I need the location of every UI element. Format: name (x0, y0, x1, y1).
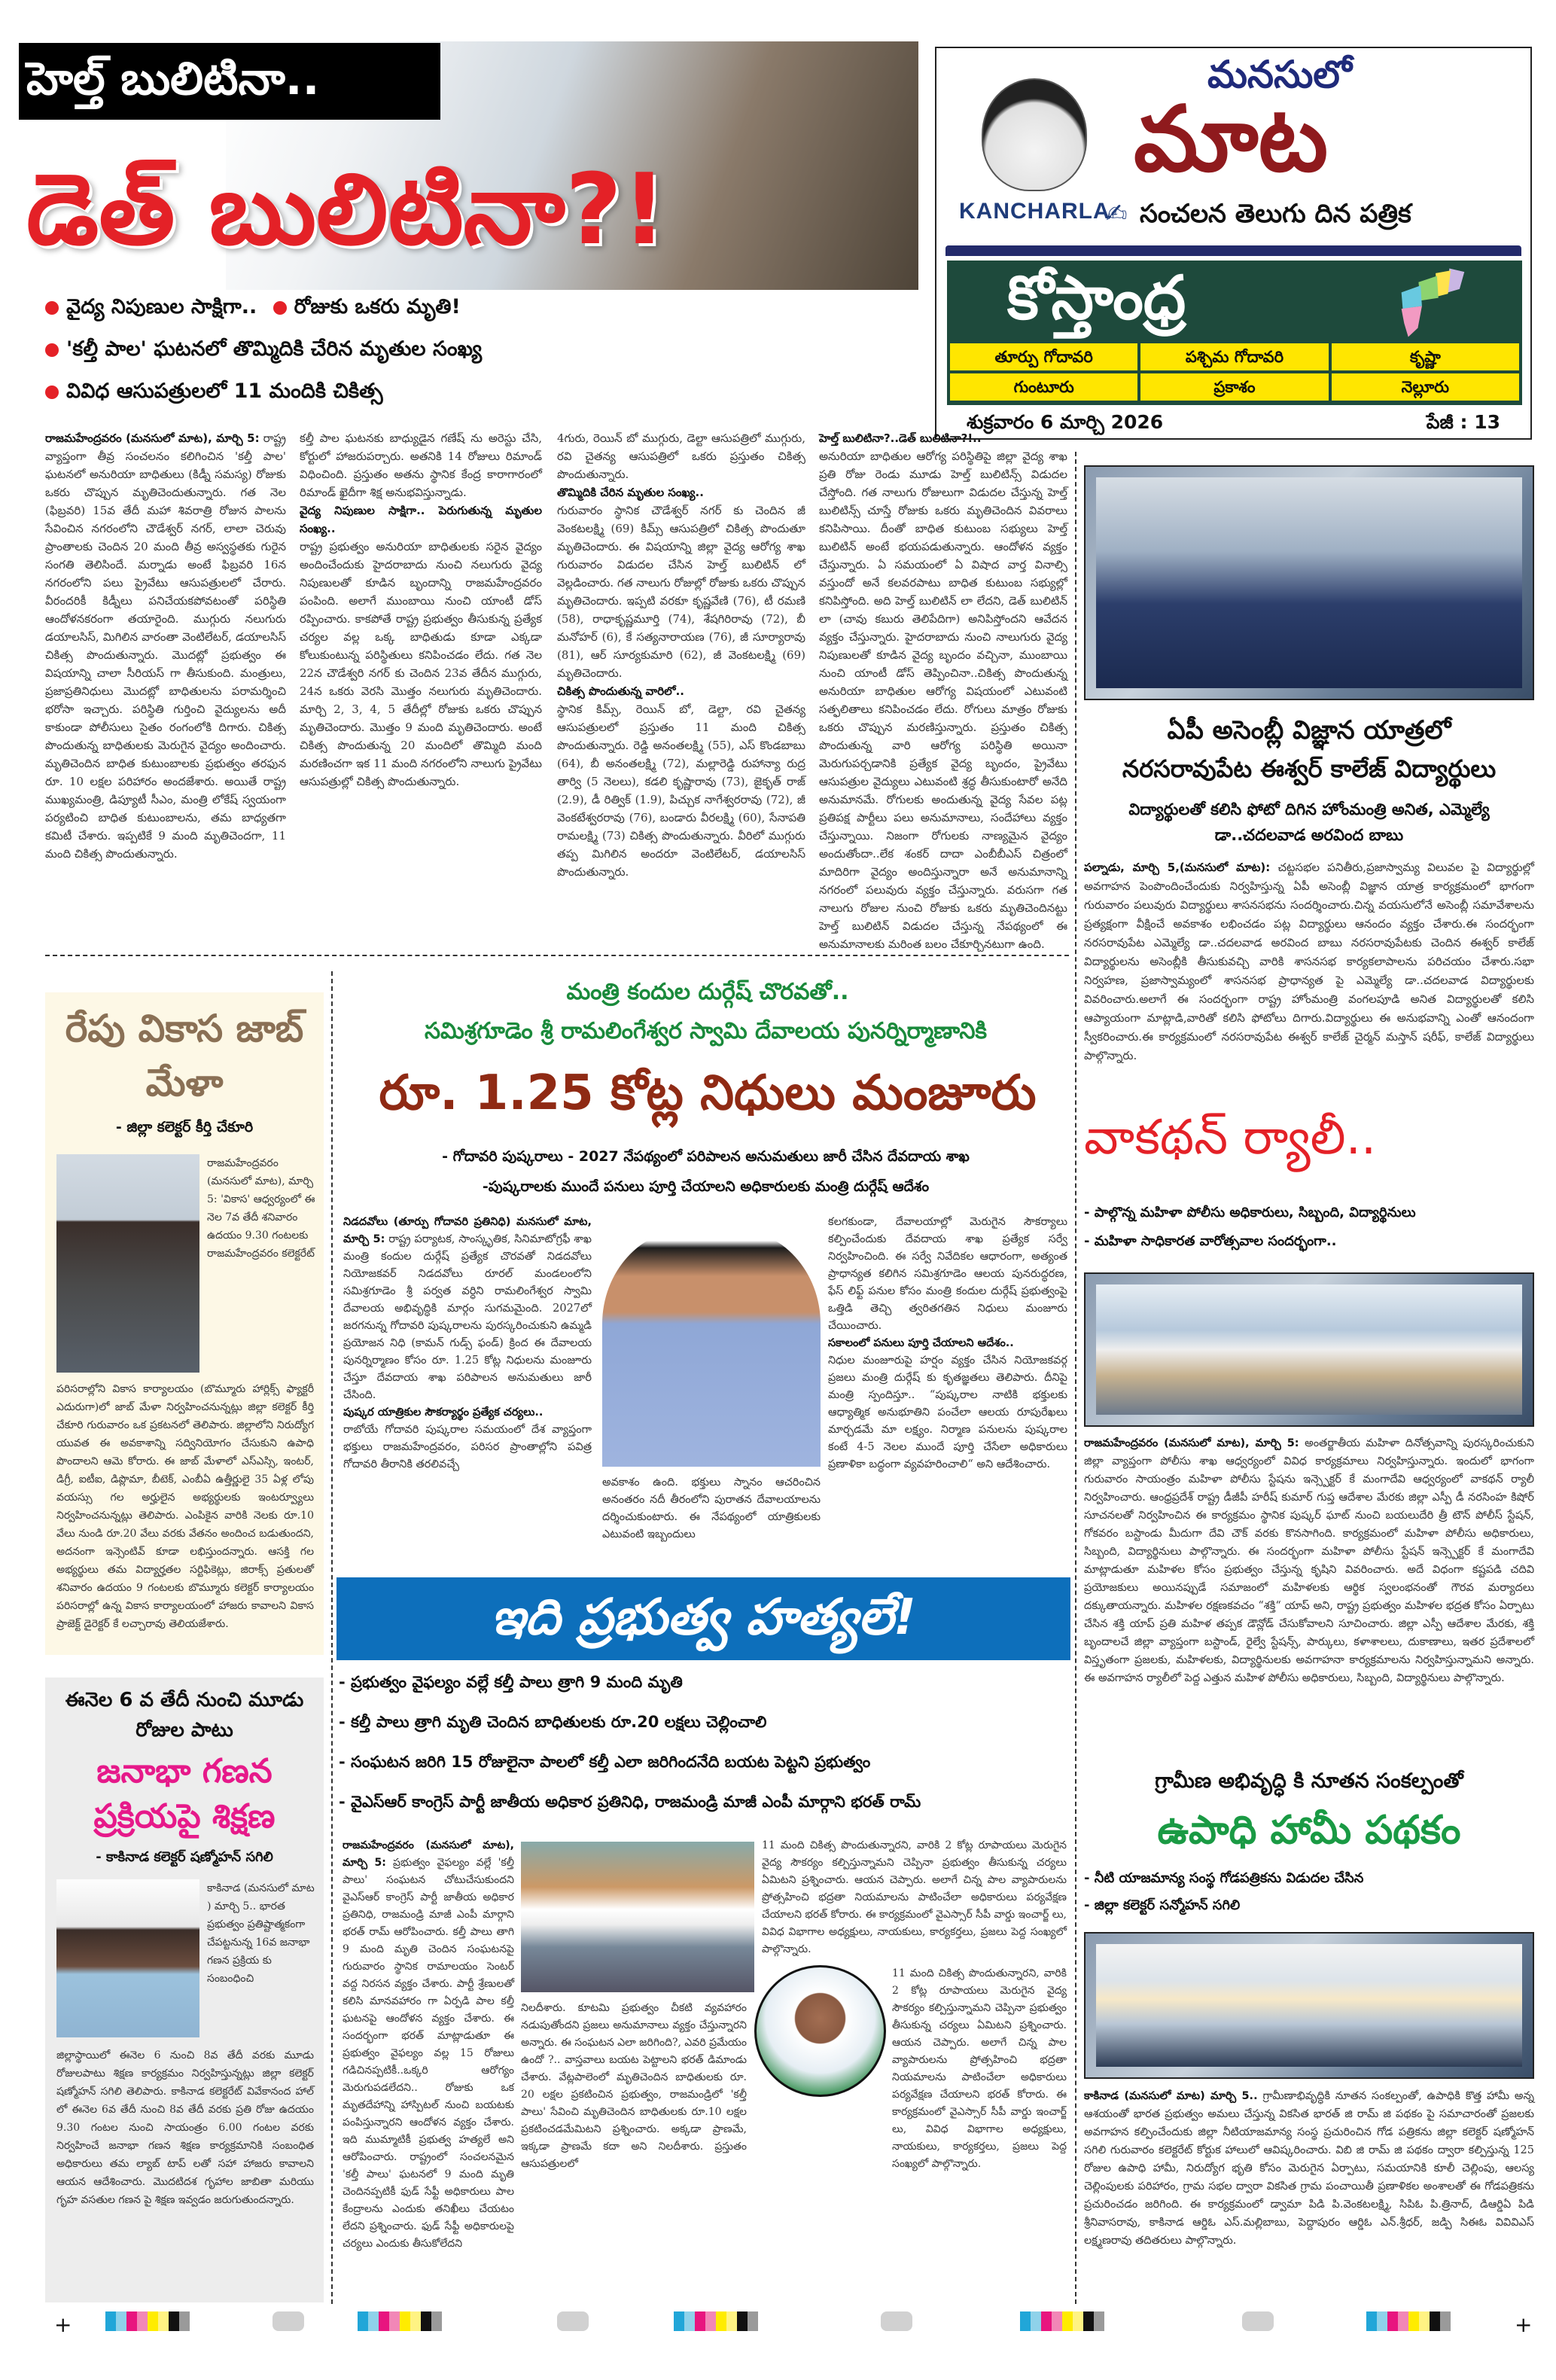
color-swatch-group (1020, 2311, 1104, 2331)
lead-column-4 (819, 429, 1068, 951)
upadhi-body (1084, 2087, 1534, 2302)
article-text: కాకినాడ (మనసులో మాట ) మార్చి 5.. భారత ప్రభుత్వం ప్రతిష్టాత్మకంగా చేపట్టనున్న 16వ జనాభా గణన ప్రక్రియ కు సంబంధించి (207, 1882, 315, 1985)
district-label: నెల్లూరు (1332, 373, 1519, 401)
color-swatch (674, 2311, 684, 2331)
pen-icon: ✍ (1106, 199, 1128, 229)
protest-photo (521, 1842, 754, 1992)
govt-column-1 (343, 1837, 514, 2289)
job-mela-title: రేపు వికాస జాబ్ మేళా (65, 1007, 304, 1105)
lead-bullet (45, 337, 482, 366)
article-text: 'వికాస' ఆధ్వర్యంలో ఈ నెల 7వ తేదీ శనివారం ఉదయం 9.30 గంటలకు రాజమహేంద్రవరం కలెక్టరేట్ (207, 1193, 315, 1260)
color-swatch (705, 2311, 716, 2331)
job-side-text (207, 1154, 316, 1373)
mascot-label: KANCHARLA (959, 199, 1110, 224)
lead-bullet (45, 295, 461, 324)
color-swatch (1430, 2311, 1440, 2331)
govt-column-3 (892, 1965, 1067, 2289)
color-swatch-group (1366, 2311, 1451, 2331)
assembly-subhead: విద్యార్థులతో కలిసి ఫోటో దిగిన హోంమంత్రి అనిత, ఎమ్మెల్యే డా..చదలవాడ అరవింద బాబు (1128, 800, 1490, 844)
bullet-icon (273, 301, 287, 315)
article-text: ప్రభుత్వం వైఫల్యం వల్లే 'కల్తీ పాలు' సంఘటన చోటుచేసుకుందని వైఎస్ఆర్ కాంగ్రెస్ పార్టీ జాతీయ అధికార ప్రతినిధి, రాజమండ్రి మాజీ ఎంపీ మార్గాని భరత్ రామ్ ఆరోపించారు. కల్తీ పాలు తాగి 9 మంది మృతి చెందిన సంఘటనపై గురువారం స్థానిక రామాలయం సెంటర్ వద్ద నిరసన వ్యక్తం చేశారు. పార్టీ శ్రేణులతో కలిసి మానవహారం గా ఏర్పడి పాల కల్తీ ఘటనపై ఆందోళన వ్యక్తం చేశారు. ఈ సందర్భంగా భరత్ మాట్లాడుతూ ఈ ప్రభుత్వం వైఫల్యం వల్ల 15 రోజులు గడిచినప్పటికీ..ఒక్కరి ఆరోగ్యం మెరుగుపడలేదని.. రోజుకు ఒక మృతదేహాన్ని హాస్పిటల్ నుంచి బయటకు పంపిస్తున్నారని ఆందోళన వ్యక్తం చేశారు. ఇది ముమ్మాటికీ ప్రభుత్వ హత్యలే అని ఆరోపించారు. రాష్ట్రంలో సంచలనమైన 'కల్తీ పాలు' ఘటనలో 9 మంది మృతి చెందినప్పటికీ ఫుడ్ సేఫ్టీ అధికారులు పాల కేంద్రాలను ఎందుకు తనిఖీలు చేయటం లేదని ప్రశ్నించారు. ఫుడ్ సేఫ్టీ అధికారులపై చర్యలు ఎందుకు తీసుకోలేదని (343, 1857, 515, 2250)
upadhi-kicker: గ్రామీణ అభివృద్ధి కి నూతన సంకల్పంతో (1155, 1769, 1463, 1793)
tagline: సంచలన తెలుగు దిన పత్రిక (1140, 199, 1411, 229)
district-label: ప్రకాశం (1140, 373, 1328, 401)
brand-small: మనసులో (1207, 53, 1352, 96)
color-swatch (1094, 2311, 1104, 2331)
color-swatch-group (674, 2311, 758, 2331)
job-mela-box (45, 992, 324, 1655)
article-text: బాధిత కుటుంబ సభ్యులు హెల్త్ బులిటిన్ అంటే భయపడుతున్నారు. ఆందోళన వ్యక్తం చేస్తున్నారు. ఏ సమయంలో ఏ విషాద వార్త వినాల్సి వస్తుందో అనే కలవరపాటు బాధిత కుటుంబ సభ్యుల్లో కనిపిస్తోంది. అది హెల్త్ బులిటిన్ లా లేదని, డెత్ బులిటిన్ లా (చావు కబురు తెలిపేదిగా) అనిపిస్తోందని ఆవేదన వ్యక్తం చేస్తున్నారు. హైదరాబాదు నుంచి నాలుగురు వైద్య నిపుణులతో కూడిన వైద్య బృందం వచ్చినా, ముంబాయి నుంచి యాంటీ డోస్ తెప్పించినా..చికిత్స పొందుతున్న అనురియా బాధితుల ఆరోగ్య విషయంలో ఎటువంటి సత్ఫలితాలు కనిపించడం లేదు. రోగులు మాత్రం రోజుకు ఒకరు చొప్పున మరణిస్తున్నారు. ప్రస్తుతం చికిత్స పొందుతున్న వారి ఆరోగ్య పరిస్థితి అయినా మెరుగుపర్చడానికి ప్రత్యేక వైద్య బృందం, ప్రైవేటు ఆసుపత్రుల వైద్యులు ఎటువంటి శ్రద్ధ తీసుకుంటారో అనేది అనుమానమే. రోగులకు అందుతున్న వైద్య సేవల పట్ల ప్రతిపక్ష పార్టీలు పలు అనుమానాలు, సందేహాలు వ్యక్తం చేస్తున్నాయి. నిజంగా రోగులకు నాణ్యమైన వైద్యం అందుతోందా..లేక శంకర్ దాదా ఎంబీబీఎస్ చిత్రంలో మాదిరిగా వైద్యం అందిస్తున్నారా అనే అనుమానాన్ని నగరంలో పలువురు వ్యక్తం చేస్తున్నారు. వరుసగా గత నాలుగు రోజుల నుంచి రోజుకు ఒకరు మృతిచెందినట్టు హెల్త్ బులిటిన్ విడుదల చేస్తున్న నేపథ్యంలో ఈ అనుమానాలకు మరింత బలం చేకూర్చినటుగా ఉంది. (819, 522, 1068, 951)
bullet-text: వివిధ ఆసుపత్రులలో 11 మందికి చికిత్స (66, 379, 383, 403)
govt-bullet: - కల్తీ పాలు త్రాగి మృతి చెందిన బాధితులకు రూ.20 లక్షలు చెల్లించాలి (339, 1713, 767, 1731)
color-swatch-group (105, 2311, 190, 2331)
minister-photo (602, 1229, 821, 1467)
map-region (1402, 285, 1422, 309)
govt-bullet: - సంఘటన జరిగి 15 రోజులైనా పాలలో కల్తీ ఎలా జరిగిందనేది బయట పెట్టని ప్రభుత్వం (339, 1753, 871, 1771)
dateline: నిడదవోలు (తూర్పు గోదావరి ప్రతినిధి) మనసులో మాట, మార్చి 5: (343, 1216, 592, 1245)
color-swatch (358, 2311, 368, 2331)
article-text: స్థానిక కిమ్స్, రెయిన్ బో, డెల్టా, రవి చైతన్య ఆసుపత్రులలో ప్రస్తుతం 11 మంది చికిత్స పొందుతున్నారు. రెడ్డి అనంతలక్ష్మి (55), ఎస్ కొండబాబు (64), బీ అనంతలక్ష్మి (72), మల్లారెడ్డి రుహాన్యా రుద్ర తార్వి (5 నెలలు), కడలి కృష్ణారావు (73), జైకృత్ రాజ్ (2.9), డీ రిత్విక్ (1.9), పిచ్చుక నాగేశ్వరరావు (72), జీ వెంకటేశ్వరరావు (76), బండారు వీరలక్ష్మి (60), సేనాపతి రామలక్ష్మి (73) చికిత్స పొందుతున్నారు. వీరిలో ముగ్గురు తప్ప మిగిలిన అందరూ వెంటిలేటర్, డయాలసిస్ పొందుతున్నారు. (557, 702, 805, 879)
color-swatch (158, 2311, 169, 2331)
govt-headline: ఇది ప్రభుత్వ హత్యలే! (491, 1588, 916, 1646)
lead-headline: డెత్ బులిటినా?! (26, 152, 667, 267)
color-swatch (410, 2311, 421, 2331)
page-number: పేజీ : 13 (1426, 411, 1500, 433)
article-text: అంతర్జాతీయ మహిళా దినోత్సవాన్ని పురస్కరించుకుని జిల్లా వ్యాప్తంగా పోలీసు శాఖ ఆధ్వర్యంలో వివిధ కార్యక్రమాలు నిర్వహిస్తున్నారు. ఇందులో భాగంగా గురువారం సాయంత్రం మహిళా పోలీసు స్టేషను ఇన్స్పెక్టర్ కే మంగాదేవి ఆధ్వర్యంలో వాకథన్ ర్యాలీ నిర్వహించారు. ఆంధ్రప్రదేశ్ రాష్ట్ర డీజీపీ హరీష్ కుమార్ గుప్త ఆదేశాల మేరకు జిల్లా ఎస్పీ డీ నరసింహ కిషోర్ సూచనలతో నిర్వహించిన ఈ కార్యక్రమం స్థానిక పుష్కర్ ఘాట్ నుంచి బయలుదేరి త్రీ టౌన్ పోలీస్ స్టేషన్, గోకవరం బస్టాండు మీదుగా దేవి చౌక్ వరకు కొనసాగింది. కార్యక్రమంలో మహిళా పోలీసు అధికారులు, సిబ్బంది, విద్యార్థినులు పాల్గొన్నారు. ఈ సందర్భంగా మహిళా పోలీసు స్టేషన్ ఇన్స్పెక్టర్ కే మంగాదేవి మాట్లాడుతూ మహిళల కోసం ప్రభుత్వం చేస్తున్న కృషిని వివరించారు. అదే విధంగా కష్టపడి చదివి ప్రయోజకులు అయినప్పుడే సమాజంలో మహిళలకు ఆర్థిక స్వలంభనంతో గౌరవ మర్యాదలు దక్కుతాయన్నారు. మహిళల రక్షణకవచం “శక్తి“ యాప్ అని, రాష్ట్ర ప్రభుత్వం మహిళల భద్రత కోసం ఏర్పాటు చేసిన శక్తి యాప్ ప్రతి మహిళ తప్పక డౌన్లోడ్ చేసుకోవాలని సూచించారు. జిల్లా ఎస్పీ ఆదేశాల మేరకు, శక్తి బృందాలచే జిల్లా వ్యాప్తంగా బస్టాండ్, రైల్వే స్టేషన్స్, పార్కులు, కళాశాలలు, దుకాణాలు, ఇతర ప్రదేశాలలో విస్తృతంగా ప్రజలకు, మహిళలకు, విద్యార్థినులకు అవగాహనా కార్యక్రమాలను నిర్వహిస్తున్నామని అన్నారు. ఈ అవగాహన ర్యాలీలో పెద్ద ఎత్తున మహిళ పోలీసు అధికారులు, సిబ్బంది, విద్యార్థినులు పాల్గొన్నారు. (1084, 1437, 1534, 1684)
govt-column-2 (521, 2000, 747, 2289)
upadhi-headline: ఉపాధి హామీ పథకం (1157, 1808, 1461, 1853)
collector-photo (56, 1154, 199, 1373)
color-swatch (1387, 2311, 1398, 2331)
color-swatch (169, 2311, 179, 2331)
color-swatch (1377, 2311, 1387, 2331)
lead-column-3 (557, 429, 805, 941)
govt-banner (336, 1577, 1070, 1660)
govt-column-3-top (762, 1837, 1067, 1961)
color-swatch (148, 2311, 158, 2331)
subheading: హెల్త్ బులిటినా?..డెత్ బులిటినా?!.. (819, 431, 982, 445)
byline: - కాకినాడ కలెక్టర్ షణ్మోహన్ సగిలి (96, 1849, 273, 1865)
grey-patch (1242, 2311, 1274, 2331)
divider (1075, 452, 1076, 2304)
bullet-icon (45, 385, 59, 399)
grey-patch (881, 2311, 912, 2331)
article-text: రాష్ట్ర వ్యాప్తంగా తీవ్ర సంచలనం కలిగించిన 'కల్తీ పాల' ఘటనలో అనురియా బాధితులు (కిడ్నీ సమస్య) రోజుకు ఒకరు చొప్పున మృతిచెందుతున్నారు. గత నెల (ఫిబ్రవరి) 15వ తేదీ మహా శివరాత్రి రోజున పాలను సేవించిన నగరంలోని చౌడేశ్వర్ నగర్, లాలా చెరువు ప్రాంతాలకు చెందిన 20 మంది తీవ్ర అస్వస్థతకు గురైన సంగతి తెలిసిందే. మర్నాడు అంటే ఫిబ్రవరి 16న నగరంలోని పలు ప్రైవేటు ఆసుపత్రులలో చేరారు. వీరందరికీ కిడ్నీలు పనిచేయకపోవటంతో పరిస్థితి ఆందోళనకరంగా తయారైంది. ముగ్గురు నలుగురు డయాలసిస్, మిగిలిన వారంతా వెంటిలేటర్, డయాలసిస్ చికిత్స పొందుతున్నారు. మొదట్లో ప్రభుత్వం ఈ విషయాన్ని చాలా సీరియస్ గా తీసుకుంది. మంత్రులు, ప్రజాప్రతినిధులు మొదట్లో బాధితులను పరామర్శించి భరోసా ఇచ్చారు. పరిస్థితి గుర్తించి వైద్యులను అదీ కాకుండా పోలీసులు సైతం రంగంలోకి దిగారు. చికిత్స పొందుతున్న బాధితులకు మెరుగైన వైద్యం అందించారు. మృతిచెందిన బాధిత కుటుంబాలకు ప్రభుత్వం తరఫున రూ. 10 లక్షల పరిహారం అందజేశారు. అయితే రాష్ట్ర ముఖ్యమంత్రి, డిప్యూటీ సీఎం, మంత్రి లోకేష్ స్వయంగా పర్యటించి బాధిత కుటుంబాలను, తమ బాధ్యతగా కమిటీ చేశారు. ఇప్పటికే 9 మంది మృతిచెందగా, 11 మంది చికిత్స పొందుతున్నారు. (45, 431, 286, 861)
lead-column-2 (300, 429, 542, 941)
dateline: రాజమహేంద్రవరం (మనసులో మాట), మార్చి 5: (343, 1839, 514, 1869)
color-swatch (137, 2311, 148, 2331)
color-swatch (400, 2311, 410, 2331)
temple-column-3 (828, 1214, 1067, 1568)
color-swatch (1052, 2311, 1062, 2331)
color-swatch (737, 2311, 748, 2331)
color-swatch (116, 2311, 126, 2331)
article-text: రాష్ట్ర పర్యాటక, సాంస్కృతిక, సినిమాటోగ్రఫీ శాఖ మంత్రి కందుల దుర్గేష్ ప్రత్యేక చొరవతో నిడదవోలు నియోజకవర్ నిడదవోలు రూరల్ మండలంలోని సమిశ్రగూడెం శ్రీ పర్వత వర్ధిని రామలింగేశ్వర స్వామి దేవాలయ అభివృద్ధికి మార్గం సుగమమైంది. 2027లో జరగనున్న గోదావరి పుష్కరాలను పురస్కరించుకుని ఉమ్మడి ప్రయోజన నిధి (కామన్ గుడ్స్ ఫండ్) క్రింద ఈ దేవాలయ పునర్నిర్మాణం కోసం రూ. 1.25 కోట్ల నిధులను మంజూరు చేస్తూ దేవదాయ శాఖ పరిపాలన అనుమతులు జారీ చేసింది. (343, 1233, 592, 1401)
registration-mark-icon: + (1515, 2312, 1533, 2337)
color-swatch (1062, 2311, 1073, 2331)
brand-logo: మాట (1134, 87, 1329, 192)
map-region (1402, 306, 1422, 337)
bullet-icon (45, 301, 59, 315)
census-side-text (207, 1879, 316, 2037)
article-text: 11 మంది చికిత్స పొందుతున్నారని, వారికి 2 కోట్ల రూపాయలు మెరుగైన వైద్య సౌకర్యం కల్పిస్తున్నామని చెప్పినా ప్రభుత్వం తీసుకున్న చర్యలు ఏమిటని ప్రశ్నించారు. ఆయన చెప్పారు. అలాగే చిన్న పాల వ్యాపారులను ప్రోత్సహించి భద్రతా నియమాలను పాటించేలా అధికారులు పర్యవేక్షణ చేయాలని భరత్ కోరారు. ఈ కార్యక్రమంలో వైఎస్సార్ సీపీ వార్డు ఇంచార్జ్ లు, వివిధ విభాగాల అధ్యక్షులు, నాయకులు, కార్యకర్తలు, ప్రజలు పెద్ద సంఖ్యలో పాల్గొన్నారు. (892, 1967, 1067, 2170)
article-text: 11 మంది చికిత్స పొందుతున్నారని, వారికి 2 కోట్ల రూపాయలు మెరుగైన వైద్య సౌకర్యం కల్పిస్తున్నామని చెప్పినా ప్రభుత్వం తీసుకున్న చర్యలు ఏమిటని ప్రశ్నించారు. ఆయన చెప్పారు. అలాగే చిన్న పాల వ్యాపారులను ప్రోత్సహించి భద్రతా నియమాలను పాటించేలా అధికారులు పర్యవేక్షణ చేయాలని భరత్ కోరారు. ఈ కార్యక్రమంలో వైఎస్సార్ సీపీ వార్డు ఇంచార్జ్ లు, వివిధ విభాగాల అధ్యక్షులు, నాయకులు, కార్యకర్తలు, ప్రజలు పెద్ద సంఖ్యలో పాల్గొన్నారు. (762, 1839, 1067, 1955)
color-swatch (431, 2311, 442, 2331)
assembly-body (1084, 858, 1534, 1099)
upadhi-subhead: - నీటి యాజమాన్య సంస్థ గోడపత్రికను విడుదల చేసిన (1084, 1870, 1364, 1886)
poster-launch-photo (1084, 1932, 1534, 2079)
divider (945, 245, 1521, 256)
census-body (56, 2046, 314, 2209)
color-swatch (1020, 2311, 1031, 2331)
color-swatch (1073, 2311, 1083, 2331)
masthead (935, 47, 1532, 440)
dateline: రాజమహేంద్రవరం (మనసులో మాట), మార్చి 5: (1084, 1437, 1299, 1449)
article-text: 4గురు, రెయిన్ బో ముగ్గురు, డెల్టా ఆసుపత్రిలో ముగ్గురు, రవి చైతన్య ఆసుపత్రిలో ఒకరు ప్రస్తుతం చికిత్స పొందుతున్నారు. (557, 431, 805, 481)
color-swatch (748, 2311, 758, 2331)
color-swatch (1083, 2311, 1094, 2331)
color-swatch (389, 2311, 400, 2331)
article-text: గ్రామీణాభివృద్ధికి నూతన సంకల్పంతో, ఉపాధికి కొత్త హామీ అన్న ఆశయంతో భారత ప్రభుత్వం అమలు చేస్తున్న వికసిత భారత్ జి రామ్ జి పథకం పై సమాచారంతో ప్రజలకు అవగాహన కల్పించేందుకు జిల్లా నీటియాజమాన్య సంస్థ ప్రచురించిన గోడ పత్రికను జిల్లా కలెక్టర్ షణ్మోహన్ సగిలి గురువారం కలెక్టరేట్ కోర్టుక హాలులో ఆవిష్కరించారు. విబి జి రామ్ జి పథకం ద్వారా కల్పిస్తున్న 125 రోజుల ఉపాధి హామీ, నిరుద్యోగ భృతి కోసం మెరుగైన ఏర్పాటు, సమయానికి కూలీ చెల్లింపు, ఆలస్య చెల్లింపులకు పరిహారం, గ్రామ సభల ద్వారా వికసిత గ్రామ పంచాయితీ ప్రణాళికల అంశాలతో ఈ గోడపత్రికను ప్రచురించడం జరిగింది. ఈ కార్యక్రమంలో డ్వామా పిడి పి.వెంకటలక్ష్మి, సిపిఓ పి.త్రినాద్, డిఆర్డిఏ పిడి శ్రీనివాసరావు, కాకినాడ ఆర్డిఓ ఎస్.మల్లిబాబు, పెద్దాపురం ఆర్డిఓ ఎన్.శ్రీధర్, జడ్పి సిఈఓ వివివిఎస్ లక్ష్మణరావు తదితరులు పాల్గొన్నారు. (1084, 2090, 1534, 2247)
color-swatch (695, 2311, 705, 2331)
temple-headline: రూ. 1.25 కోట్ల నిధులు మంజూరు (379, 1065, 1037, 1121)
color-swatch (684, 2311, 695, 2331)
divider (331, 971, 333, 2304)
article-text: చట్టసభల పనితీరు,ప్రజాస్వామ్య విలువల పై విద్యార్థుల్లో అవగాహన పెంపొందించేందుకు నిర్వహిస్తున్న ఏపీ అసెంబ్లీ విజ్ఞాన యాత్ర కార్యక్రమంలో భాగంగా గురువారం పలువురు విద్యార్థులు శాసనసభను సందర్శించారు.చిన్న వయసులోనే అసెంబ్లీ సమావేశాలను ప్రత్యక్షంగా వీక్షించే అవకాశం లభించడం పట్ల విద్యార్థులు ఆనందం వ్యక్తం చేశారు.ఈ సందర్భంగా నరసరావుపేట ఎమ్మెల్యే డా..చదలవాడ అరవింద బాబు నరసరావుపేటకు చెందిన ఈశ్వర్ కాలేజ్ విద్యార్థులను అసెంబ్లీకి తీసుకువచ్చి వారికి శాసనసభ కార్యకలాపాలను పరిచయం చేశారు.సభా నిర్వహణ, ప్రజాస్వామ్యంలో శాసనసభ ప్రాధాన్యత పై ఎమ్మెల్యే డా..చదలవాడ విద్యార్థులకు వివరించారు.అలాగే ఈ సందర్భంగా రాష్ట్ర హోంమంత్రి వంగలపూడి అనిత విద్యార్థులతో కలిసి ఆప్యాయంగా మాట్లాడి,వారితో కలిసి ఫోటోలు దిగారు.విద్యార్థులు ఈ అనుభవాన్ని ఎంతో ఆనందంగా స్వీకరించారు.ఈ కార్యక్రమంలో నరసరావుపేట ఈశ్వర్ కాలేజ్ చైర్మన్ మస్తాన్ షరీఫ్, కాలేజ్ విద్యార్థులు పాల్గొన్నారు. (1084, 861, 1534, 1062)
color-swatch (1440, 2311, 1451, 2331)
temple-subhead: - గోదావరి పుష్కరాలు - 2027 నేపథ్యంలో పరిపాలన అనుమతులు జారీ చేసిన దేవదాయ శాఖ (442, 1148, 970, 1165)
district-grid (950, 343, 1519, 401)
color-swatch (1419, 2311, 1430, 2331)
temple-kicker-2: సమిశ్రగూడెం శ్రీ రామలింగేశ్వర స్వామి దేవాలయ పునర్నిర్మాణానికి (424, 1018, 988, 1044)
dateline: రాజమహేంద్రవరం (మనసులో మాట), మార్చి 5: (45, 431, 260, 445)
students-photo (1084, 465, 1534, 700)
subheading: తొమ్మిదికి చేరిన మృతుల సంఖ్య.. (557, 486, 704, 499)
lead-column-1 (45, 429, 286, 941)
subheading: పుష్కర యాత్రికుల సౌకర్యార్థం ప్రత్యేక చర్యలు.. (343, 1406, 544, 1419)
color-swatch (105, 2311, 116, 2331)
subheading: సకాలంలో పనులు పూర్తి చేయాలని ఆదేశం.. (828, 1337, 1014, 1349)
bharat-ram-photo (754, 1965, 886, 2097)
color-swatch (421, 2311, 431, 2331)
subheading: వైద్య నిపుణుల సాక్షిగా.. పెరుగుతున్న మృతుల సంఖ్య.. (300, 504, 542, 535)
article-text: పరిసరాల్లోని వికాస కార్యాలయం (బొమ్మూరు హార్లిక్స్ ఫ్యాక్టరీ ఎదురుగా)లో జాబ్ మేళా నిర్వహించనున్నట్లు జిల్లా కలెక్టర్ కీర్తి చేకూరి గురువారం ఒక ప్రకటనలో తెలిపారు. జిల్లాలోని నిరుద్యోగ యువత ఈ అవకాశాన్ని సద్వినియోగం చేసుకుని ఉపాధి పొందాలని ఆమె కోరారు. ఈ జాబ్ మేళాలో ఎస్ఎస్సి, ఇంటర్, డిగ్రీ, ఐటీఐ, డిప్లొమా, బీటెక్, ఎంబీఏ ఉత్తీర్ణులై 35 ఏళ్ల లోపు వయస్సు గల అర్హులైన అభ్యర్థులకు ఇంటర్వ్యూలు నిర్వహించనున్నట్లు తెలిపారు. ఎంపికైన వారికి నెలకు రూ.10 వేలు నుండి రూ.20 వేలు వరకు వేతనం అందించ బడుతుందని, అదనంగా ఇన్సెంటివ్ కూడా లభిస్తుందన్నారు. ఆసక్తి గల అభ్యర్థులు తమ విద్యార్హతల సర్టిఫికెట్లు, జిరాక్స్ ప్రతులతో శనివారం ఉదయం 9 గంటలకు బొమ్మూరు కలెక్టర్ కార్యాలయం పరిసరాల్లో ఉన్న వికాస కార్యాలయంలో హాజరు కావాలని వికాస ప్రాజెక్ట్ డైరెక్టర్ కే లచ్చారావు తెలియజేశారు. (56, 1383, 314, 1630)
walkathon-subhead: - మహిళా సాధికారత వారోత్సవాల సందర్భంగా.. (1084, 1233, 1337, 1249)
color-swatch (179, 2311, 190, 2331)
census-box (45, 1678, 324, 2302)
walkathon-subhead: - పాల్గొన్న మహిళా పోలీసు అధికారులు, సిబ్బంది, విద్యార్థినులు (1084, 1205, 1416, 1220)
rally-photo (1084, 1272, 1534, 1427)
color-swatch (1041, 2311, 1052, 2331)
district-label: కృష్ణా (1332, 343, 1519, 370)
lead-bullet (45, 379, 383, 408)
article-text: అనురియా బాధితుల ఆరోగ్య పరిస్థితిపై జిల్లా వైద్య శాఖ ప్రతి రోజు రెండు మూడు హెల్త్ బులిటిన్స్ విడుదల చేస్తోంది. గత నాలుగు రోజులుగా విడుదల చేస్తున్న హెల్త్ బులిటిన్స్ చూస్తే రోజుకు ఒకరు మృతిచెందిన వివరాలు కనిపిసాయి. దీంతో (819, 449, 1067, 535)
registration-mark-icon: + (54, 2312, 72, 2337)
dateline: పల్నాడు, మార్చి 5,(మనసులో మాట): (1084, 861, 1271, 874)
dateline: కాకినాడ (మనసులో మాట) మార్చి 5.. (1084, 2090, 1258, 2102)
byline: - జిల్లా కలెక్టర్ కీర్తి చేకూరి (115, 1119, 254, 1135)
temple-column-2 (602, 1474, 821, 1568)
assembly-headline: ఏపీ అసెంబ్లీ విజ్ఞాన యాత్రలో (1167, 715, 1451, 745)
bullet-text: రోజుకు ఒకరు మృతి! (294, 295, 461, 318)
map-region (1418, 276, 1438, 301)
issue-date: శుక్రవారం 6 మార్చి 2026 (967, 411, 1164, 433)
upadhi-subhead: - జిల్లా కలెక్టర్ సన్మోహన్ సగిలి (1084, 1897, 1241, 1913)
article-text: జిల్లాస్థాయిలో ఈనెల 6 నుంచి 8వ తేదీ వరకు మూడు రోజులపాటు శిక్షణ కార్యక్రమం నిర్వహిస్తున్నట్లు జిల్లా కలెక్టర్ షణ్మోహన్ సగిలి తెలిపారు. కాకినాడ కలెక్టరేట్ వివేకానంద హాల్ లో ఈనెల 6వ తేదీ నుంచి 8వ తేదీ వరకు ప్రతి రోజు ఉదయం 9.30 గంటల నుంచి సాయంత్రం 6.00 గంటల వరకు నిర్వహించే జనాభా గణన శిక్షణ కార్యక్రమానికి సంబంధిత అధికారులు తమ ల్యాబ్ టాప్ లతో సహా హాజరు కావాలని ఆయన ఆదేశించారు. మొదటిదశ గృహాల జాబితా మరియు గృహ వసతుల గణన పై శిక్షణ ఇవ్వడం జరుగుతుందన్నారు. (56, 2049, 314, 2206)
edition-title: కోస్తాంధ్ర (1007, 263, 1186, 333)
article-text: కలగకుండా, దేవాలయాల్లో మెరుగైన సౌకర్యాలు కల్పించేందుకు దేవదాయ శాఖ ప్రత్యేక సర్వే నిర్వహించింది. ఈ సర్వే నివేదికల ఆధారంగా, అత్యంత ప్రాధాన్యత కలిగిన సమిశ్రగూడెం ఆలయ పునరుద్ధరణ, ఫేస్ లిఫ్ట్ పనుల కోసం మంత్రి కందుల దుర్గేష్ ప్రభుత్వంపై ఒత్తిడి తెచ్చి త్వరితగతిన నిధులు మంజూరు చేయించారు. (828, 1216, 1067, 1332)
color-swatch (1366, 2311, 1377, 2331)
district-label: గుంటూరు (950, 373, 1137, 401)
census-kicker: ఈనెల 6 వ తేదీ నుంచి మూడు రోజుల పాటు (65, 1689, 304, 1742)
divider (45, 955, 1069, 956)
article-text: నిధుల మంజూరుపై హర్షం వ్యక్తం చేసిన నియోజకవర్గ ప్రజలు మంత్రి దుర్గేష్ కు కృతజ్ఞతలు తెలిపారు. దీనిపై మంత్రి స్పందిస్తూ.. “పుష్కరాల నాటికి భక్తులకు ఆధ్యాత్మిక అనుభూతిని పంచేలా ఆలయ రూపురేఖలు మార్చడమే మా లక్ష్యం. నిర్మాణ పనులను పుష్కరాల కంటే 4-5 నెలల ముందే పూర్తి చేసేలా అధికారులు ప్రణాళికా బద్ధంగా వ్యవహరించాలి“ అని ఆదేశించారు. (828, 1355, 1067, 1470)
color-swatch (1408, 2311, 1419, 2331)
assembly-headline-2: నరసరావుపేట ఈశ్వర్ కాలేజ్ విద్యార్థులు (1122, 754, 1497, 783)
grey-patch (557, 2311, 589, 2331)
region-map-icon (1384, 265, 1474, 340)
govt-bullet: - ప్రభుత్వం వైఫల్యం వల్లే కల్తీ పాలు త్రాగి 9 మంది మృతి (339, 1673, 683, 1691)
article-text: నిలదీశారు. కూటమి ప్రభుత్వం చీకటి వ్యవహారం నడుపుతోందని ప్రజలు అనుమానాలు వ్యక్తం చేస్తున్నారని అన్నారు. ఈ సంఘటన ఎలా జరిగింది?, ఎవరి ప్రమేయం ఉందో ?.. వాస్తవాలు బయట పెట్టాలని భరత్ డిమాండు చేశారు. వేట్లపాలెంలో మృతిచెందిన బాధితులకు రూ. 20 లక్షల ప్రకటించిన ప్రభుత్వం, రాజమండ్రిలో 'కల్తీ పాలు' సేవించి మృతిచెందిన బాధితులకు రూ.10 లక్షల ప్రకటించడమేమిటని ప్రశ్నించారు. అక్కడా ప్రాణమే, ఇక్కడా ప్రాణమే కదా అని నిలదీశారు. ప్రస్తుతం ఆసుపత్రులలో (521, 2002, 747, 2170)
collector-photo (56, 1879, 199, 2037)
article-text: గురువారం స్థానిక చౌడేశ్వర్ నగర్ కు చెందిన జీ వెంకటలక్ష్మి (69) కిమ్స్ ఆసుపత్రిలో చికిత్స పొందుతూ మృతిచెందారు. ఈ విషయాన్ని జిల్లా వైద్య ఆరోగ్య శాఖ గురువారం విడుదల చేసిన హెల్త్ బులిటిన్ లో వెల్లడించారు. గత నాలుగు రోజుల్లో రోజుకు ఒకరు చొప్పున మృతిచెందారు. ఇప్పటి వరకూ కృష్ణవేణి (76), టీ రమణి (58), రాధాకృష్ణమూర్తి (74), శేషగిరిరావు (72), బీ మనోహర్ (6), కే సత్యనారాయణ (76), జీ సూర్యారావు (81), ఆర్ సూర్యకుమారి (62), జీ వెంకటలక్ష్మి (69) మృతిచెందారు. (557, 504, 805, 680)
color-swatch (368, 2311, 379, 2331)
govt-bullet: - వైఎస్ఆర్ కాంగ్రెస్ పార్టీ జాతీయ అధికార ప్రతినిధి, రాజమండ్రి మాజీ ఎంపీ మార్గాని భరత్ రామ్ (339, 1793, 921, 1811)
temple-kicker: మంత్రి కందుల దుర్గేష్ చొరవతో.. (566, 979, 849, 1005)
article-text: రాష్ట్ర ప్రభుత్వం అనురియా బాధితులకు సరైన వైద్యం అందించేందుకు హైదరాబాదు నుంచి నలుగురు వైద్య నిపుణులతో కూడిన బృందాన్ని రాజమహేంద్రవరం పంపింది. అలాగే ముంబాయి నుంచి యాంటీ డోస్ రప్పించారు. కాకపోతే రాష్ట్ర ప్రభుత్వం తీసుకున్న ప్రత్యేక చర్యల వల్ల ఒక్క బాధితుడు కూడా ఎక్కడా కోలుకుంటున్న పరిస్థితులు కనిపించడం లేదు. గత నెల 22న చౌడేశ్వరి నగర్ కు చెందిన 23వ తేదీన ముగ్గురు, 24న ఒకరు వెరసి మొత్తం నలుగురు మృతిచెందారు. మార్చి 2, 3, 4, 5 తేదీల్లో రోజుకు ఒకరు చొప్పున మృతిచెందారు. మొత్తం 9 మంది మృతిచెందారు. అంటే చికిత్స పొందుతున్న 20 మందిలో తొమ్మిది మంది మరణించగా ఇక 11 మంది నగరంలోని నాలుగు ప్రైవేటు ఆసుపత్రుల్లో చికిత్స పొందుతున్నారు. (300, 540, 542, 788)
subheading: చికిత్స పొందుతున్న వారిలో.. (557, 684, 684, 698)
bullet-text: వైద్య నిపుణుల సాక్షిగా.. (66, 295, 257, 318)
lead-kicker: హెల్త్ బులిటినా.. (26, 53, 320, 105)
color-swatch (716, 2311, 726, 2331)
bullet-icon (45, 343, 59, 357)
temple-subhead: -పుష్కరాలకు ముందే పనులు పూర్తి చేయాలని అధికారులకు మంత్రి దుర్గేష్ ఆదేశం (482, 1178, 930, 1195)
district-label: పశ్చిమ గోదావరి (1140, 343, 1328, 370)
color-swatch (126, 2311, 137, 2331)
dateline: రాజమహేంద్రవరం (మనసులో మాట), మార్చి 5: (207, 1157, 314, 1205)
district-label: తూర్పు గోదావరి (950, 343, 1137, 370)
job-body (56, 1380, 314, 1633)
color-swatch (726, 2311, 737, 2331)
color-swatch (1398, 2311, 1408, 2331)
color-swatch (1031, 2311, 1041, 2331)
color-swatch (379, 2311, 389, 2331)
temple-column-1 (343, 1214, 592, 1568)
bullet-text: 'కల్తీ పాల' ఘటనలో తొమ్మిదికి చేరిన మృతుల సంఖ్య (66, 337, 483, 361)
color-swatch-group (358, 2311, 442, 2331)
article-text: రాబోయే గోదావరి పుష్కరాల సమయంలో దేశ వ్యాప్తంగా భక్తులు రాజమహేంద్రవరం, పరిసర ప్రాంతాల్లోని పవిత్ర గోదావరి తీరానికి తరలివచ్చే (343, 1424, 592, 1470)
edition-banner (947, 261, 1522, 405)
article-text: అవకాశం ఉంది. భక్తులు స్నానం ఆచరించిన అనంతరం నదీ తీరంలోని పురాతన దేవాలయాలను దర్శించుకుంటారు. ఈ నేపథ్యంలో యాత్రికులకు ఎటువంటి ఇబ్బందులు (602, 1476, 821, 1540)
walkathon-headline: వాకథన్ ర్యాలీ.. (1084, 1110, 1377, 1166)
article-text: కల్తీ పాల ఘటనకు బాధ్యుడైన గణేష్ ను అరెస్టు చేసి, కోర్టులో హాజరుపర్చారు. అతనికి 14 రోజులు రిమాండ్ విధించింది. ప్రస్తుతం అతను స్థానిక కేంద్ర కారాగారంలో రిమాండ్ ఖైదీగా శిక్ష అనుభవిస్తున్నాడు. (300, 431, 542, 499)
walkathon-body (1084, 1434, 1534, 1762)
census-title: జనాభా గణన ప్రక్రియపై శిక్షణ (93, 1752, 276, 1836)
mascot-portrait (982, 78, 1087, 191)
grey-patch (273, 2311, 304, 2331)
